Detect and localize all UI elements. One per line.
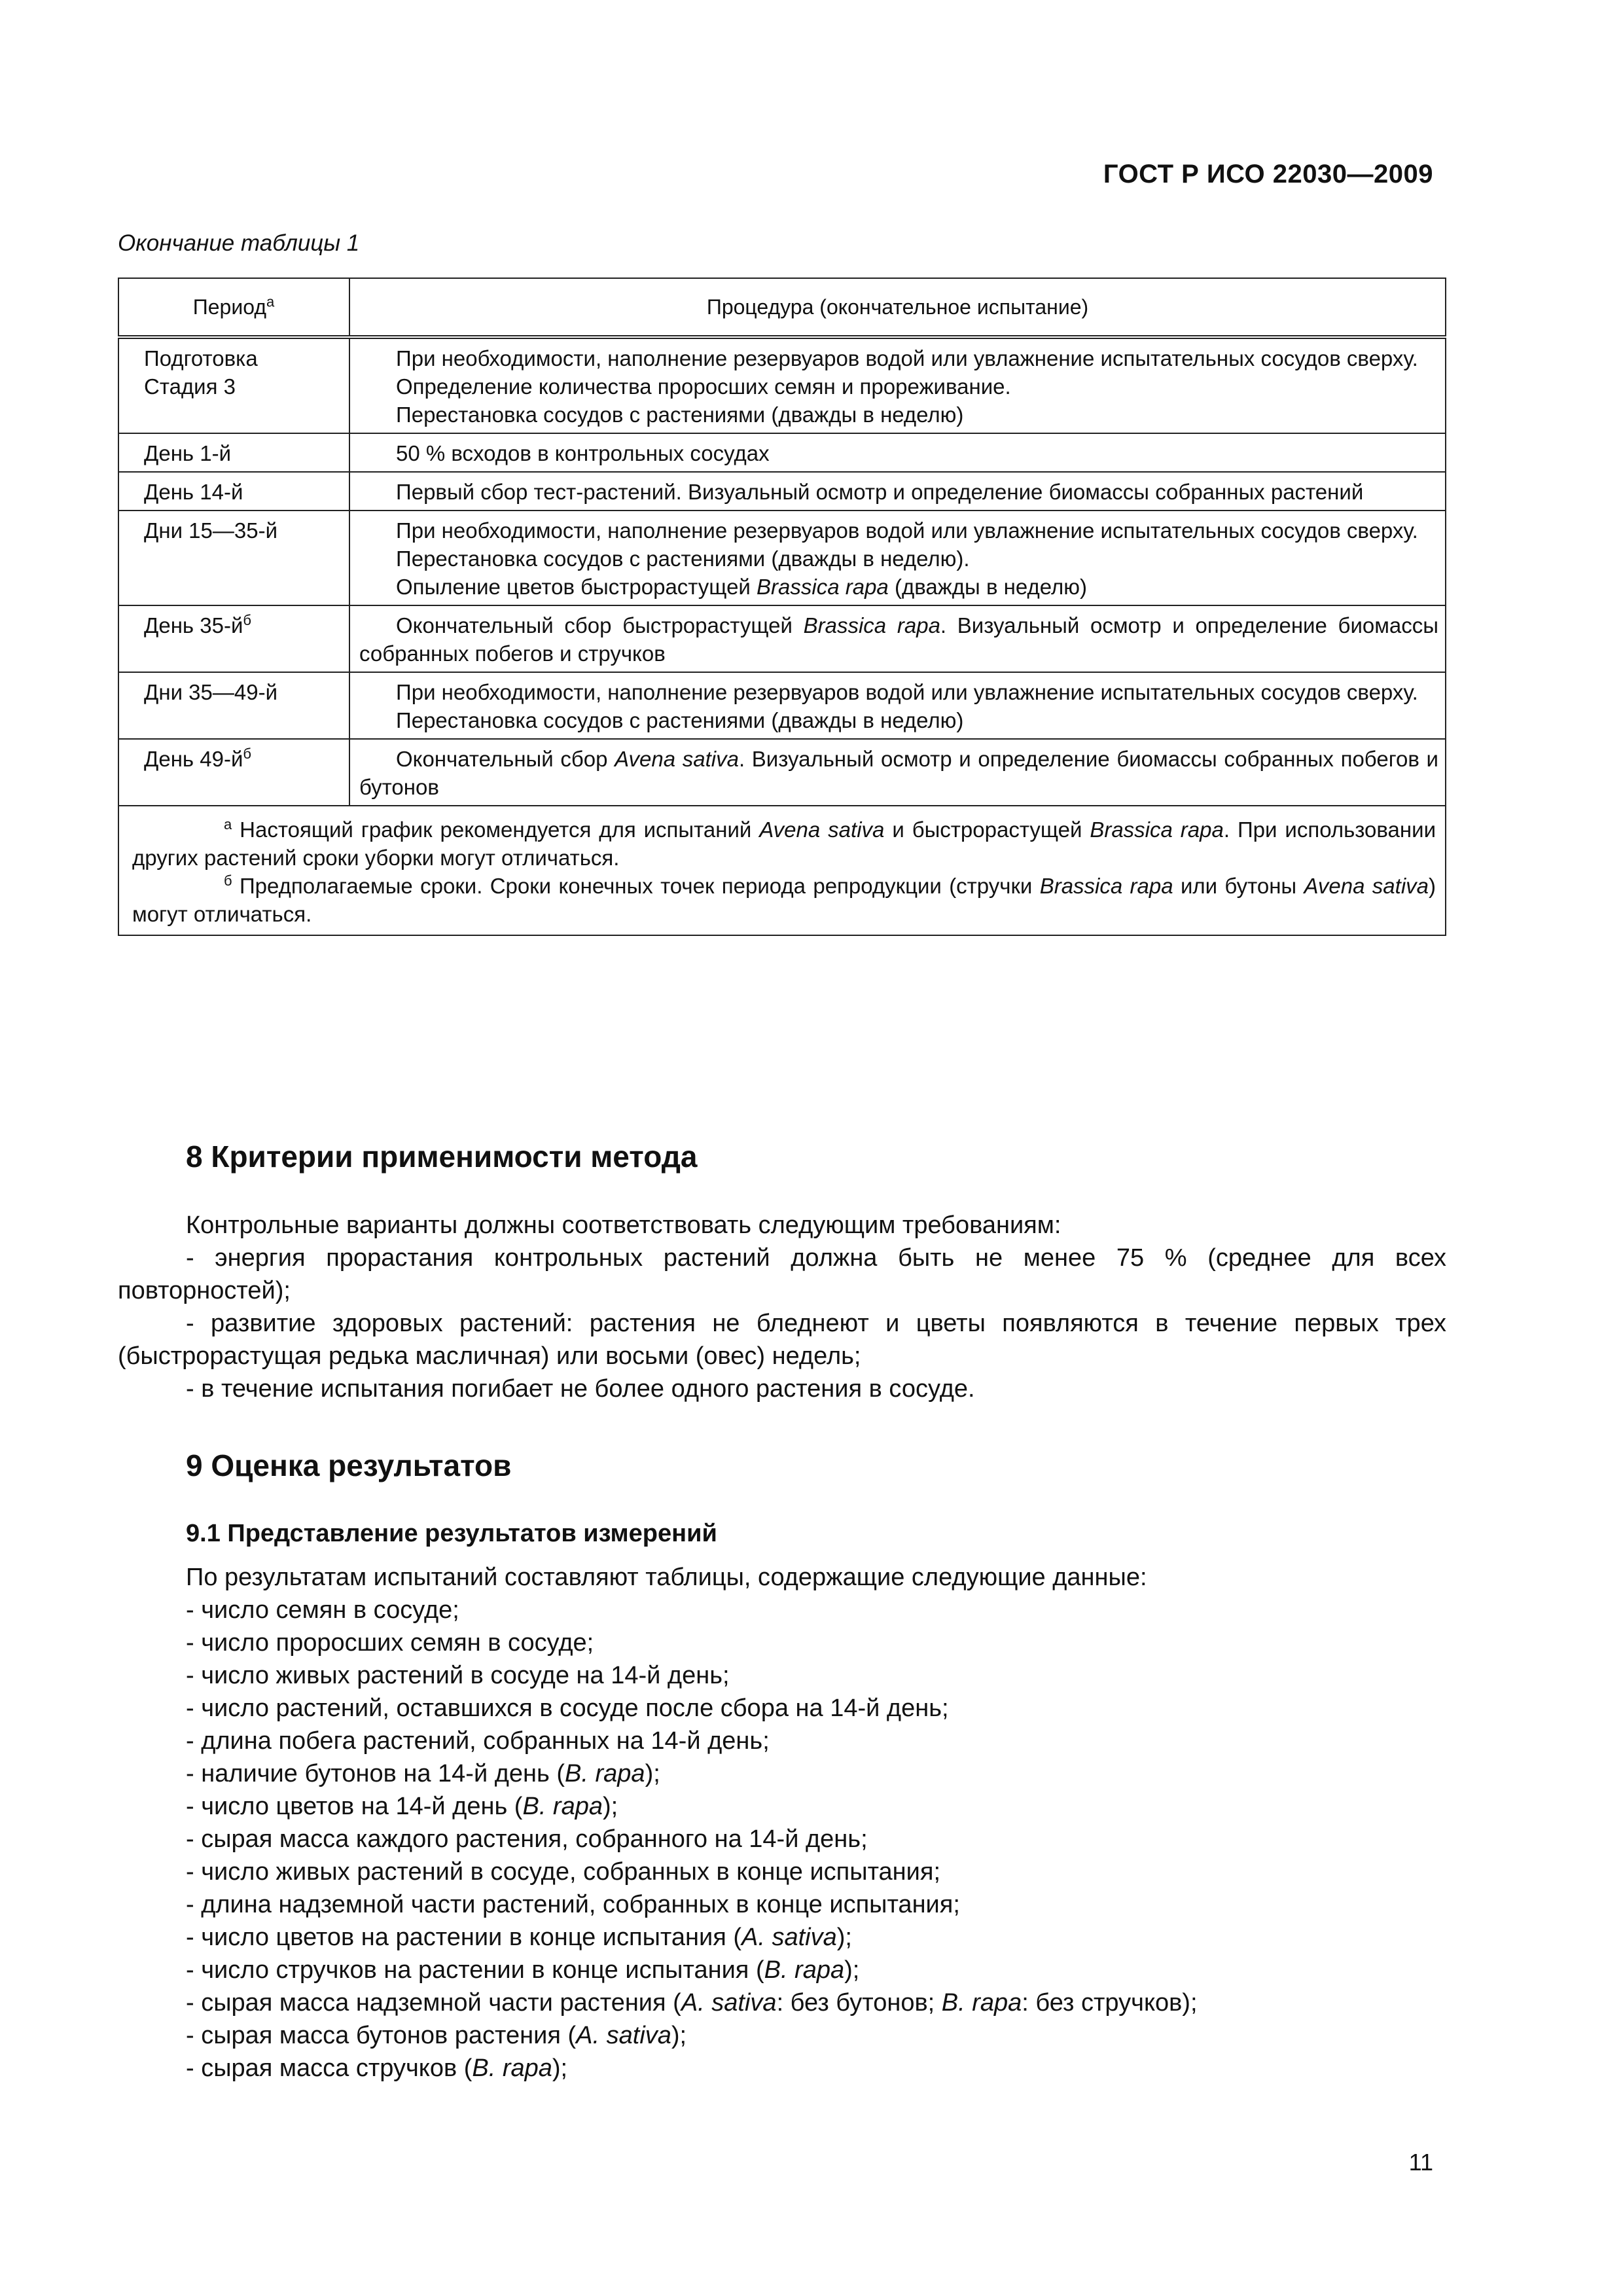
list-item <box>186 2019 1446 2052</box>
species-name: B. rapa <box>472 2054 552 2082</box>
list-item <box>186 1626 1446 1659</box>
requirement-item <box>118 1242 1446 1307</box>
procedure-paragraph <box>359 516 1438 545</box>
text-run: - число растений, оставшихся в сосуде после сбора на 14-й день; <box>186 1695 949 1722</box>
procedure-cell <box>349 472 1446 511</box>
text-run: ); <box>552 2054 568 2082</box>
text-run: - число цветов на растении в конце испытания ( <box>186 1924 742 1951</box>
text-run: Определение количества проросших семян и прореживание. <box>396 374 1011 399</box>
text-run: - сырая масса бутонов растения ( <box>186 2022 577 2049</box>
table-header-row <box>118 278 1446 337</box>
table-notes-row <box>118 806 1446 935</box>
species-name: A. sativa <box>576 2022 671 2049</box>
text-run: Контрольные варианты должны соответствовать следующим требованиям: <box>186 1211 1061 1239</box>
section-8-heading: 8 Критерии применимости метода <box>186 1139 698 1174</box>
procedure-paragraph <box>359 745 1438 801</box>
species-name: B. rapa <box>941 1989 1022 2017</box>
table-row <box>118 605 1446 672</box>
text-run: - число семян в сосуде; <box>186 1596 459 1624</box>
table-caption: Окончание таблицы 1 <box>118 230 360 256</box>
procedure-cell <box>349 337 1446 433</box>
section-8-intro <box>118 1209 1446 1242</box>
requirement-item <box>118 1307 1446 1372</box>
table-row <box>118 433 1446 472</box>
footnote-mark: б <box>224 872 232 889</box>
text-run: - наличие бутонов на 14-й день ( <box>186 1760 565 1787</box>
text-run: ); <box>603 1793 618 1820</box>
period-cell <box>118 605 349 672</box>
text-run: - сырая масса каждого растения, собранного на 14-й день; <box>186 1825 868 1853</box>
period-label: День 35-й <box>144 613 243 637</box>
text-run: - число цветов на 14-й день ( <box>186 1793 523 1820</box>
text-run: - энергия прорастания контрольных растений должна быть не менее 75 % (среднее для всех повторностей); <box>118 1244 1446 1304</box>
list-item <box>186 1790 1446 1823</box>
species-name: Brassica rapa <box>757 575 889 599</box>
footnote-mark: б <box>243 745 252 762</box>
period-cell <box>118 672 349 739</box>
text-run: : без бутонов; <box>776 1989 942 2017</box>
section-9-1-body <box>186 1561 1446 2085</box>
table-notes <box>118 806 1446 935</box>
list-item <box>186 1692 1446 1725</box>
procedure-paragraph <box>359 706 1438 734</box>
species-name: A. sativa <box>741 1924 837 1951</box>
procedure-cell <box>349 672 1446 739</box>
footnote-mark: б <box>243 612 252 628</box>
text-run: (дважды в неделю) <box>888 575 1088 599</box>
species-name: Avena sativa <box>759 817 885 842</box>
text-run: ); <box>645 1760 660 1787</box>
period-cell <box>118 433 349 472</box>
text-run: Перестановка сосудов с растениями (дважды в неделю) <box>396 403 964 427</box>
procedure-column-header: Процедура (окончательное испытание) <box>349 278 1446 337</box>
text-run: - число проросших семян в сосуде; <box>186 1629 594 1657</box>
section-9-heading: 9 Оценка результатов <box>186 1448 512 1482</box>
procedure-paragraph <box>359 545 1438 573</box>
text-run: - сырая масса стручков ( <box>186 2054 473 2082</box>
species-name: Avena sativa <box>615 747 739 771</box>
table-row <box>118 337 1446 433</box>
procedure-paragraph <box>359 611 1438 668</box>
list-item <box>186 1856 1446 1888</box>
text-run: . Визуальный осмотр и определение биомассы собранных побегов и бутонов <box>359 747 1438 799</box>
requirement-item <box>118 1372 1446 1405</box>
table-row <box>118 739 1446 806</box>
footnote-mark: а <box>224 816 232 833</box>
text-run: . Визуальный осмотр и определение биомассы собранных побегов и стручков <box>359 613 1438 666</box>
table-footnote <box>132 816 1436 872</box>
text-run: При необходимости, наполнение резервуаров водой или увлажнение испытательных сосудов сверху. <box>396 518 1418 543</box>
text-run: - число живых растений в сосуде, собранных в конце испытания; <box>186 1858 941 1886</box>
period-label: День 49-й <box>144 747 243 771</box>
footnote-mark: а <box>266 293 275 310</box>
section-8-body <box>118 1209 1446 1405</box>
table-row <box>118 672 1446 739</box>
text-run: ) могут отличаться. <box>132 874 1436 926</box>
period-column-header: Период$^а$ <box>118 278 349 337</box>
text-run: и быстрорастущей <box>884 817 1090 842</box>
procedure-paragraph <box>359 372 1438 401</box>
text-run: При необходимости, наполнение резервуаров водой или увлажнение испытательных сосудов сверху. <box>396 680 1418 704</box>
species-name: B. rapa <box>522 1793 603 1820</box>
procedure-paragraph <box>359 573 1438 601</box>
list-item <box>186 1986 1446 2019</box>
list-item <box>186 1954 1446 1986</box>
section-9-1-intro: По результатам испытаний составляют таблицы, содержащие следующие данные: <box>186 1564 1147 1591</box>
procedure-table-wrapper <box>118 278 1446 936</box>
page-number: 11 <box>1408 2149 1433 2176</box>
period-cell <box>118 337 349 433</box>
text-run: Опыление цветов быстрорастущей <box>396 575 757 599</box>
text-run: ); <box>671 2022 687 2049</box>
species-name: B. rapa <box>565 1760 645 1787</box>
period-cell <box>118 472 349 511</box>
period-cell <box>118 511 349 605</box>
section-9-1-heading: 9.1 Представление результатов измерений <box>186 1520 717 1547</box>
species-name: Brassica rapa <box>1039 874 1173 898</box>
procedure-table <box>118 278 1446 936</box>
table-row <box>118 472 1446 511</box>
procedure-cell <box>349 511 1446 605</box>
table-row <box>118 511 1446 605</box>
text-run: - длина надземной части растений, собранных в конце испытания; <box>186 1891 960 1918</box>
text-run: - сырая масса надземной части растения ( <box>186 1989 681 2017</box>
list-item <box>186 1921 1446 1954</box>
list-item <box>186 1757 1446 1790</box>
procedure-cell <box>349 433 1446 472</box>
list-item <box>186 1725 1446 1757</box>
period-label: Дни 35—49-й <box>144 680 278 704</box>
text-run: Предполагаемые сроки. Сроки конечных точек периода репродукции (стручки <box>232 874 1040 898</box>
list-item <box>186 1888 1446 1921</box>
text-run: Окончательный сбор <box>396 747 615 771</box>
text-run: Перестановка сосудов с растениями (дважды в неделю). <box>396 547 970 571</box>
text-run: . При использовании других растений сроки уборки могут отличаться. <box>132 817 1436 870</box>
list-item <box>186 1823 1446 1856</box>
procedure-paragraph <box>359 439 1438 467</box>
period-cell <box>118 739 349 806</box>
text-run: : без стручков); <box>1022 1989 1198 2017</box>
text-run: - число живых растений в сосуде на 14-й день; <box>186 1662 730 1689</box>
period-label: Подготовка Стадия 3 <box>144 346 258 399</box>
text-run: 50 % всходов в контрольных сосудах <box>396 441 770 465</box>
text-run: Первый сбор тест-растений. Визуальный осмотр и определение биомассы собранных растений <box>396 480 1364 504</box>
table-footnote <box>132 872 1436 928</box>
procedure-paragraph <box>359 478 1438 506</box>
text-run: - длина побега растений, собранных на 14-й день; <box>186 1727 770 1755</box>
procedure-cell <box>349 739 1446 806</box>
text-run: ); <box>836 1924 852 1951</box>
period-label: День 14-й <box>144 480 243 504</box>
list-item <box>186 1594 1446 1626</box>
procedure-paragraph <box>359 401 1438 429</box>
text-run: ); <box>844 1956 860 1984</box>
species-name: B. rapa <box>764 1956 845 1984</box>
species-name: A. sativa <box>681 1989 777 2017</box>
text-run: - развитие здоровых растений: растения не бледнеют и цветы появляются в течение первых трех (быстрорастущая редька масличная) или восьми (овес) недель; <box>118 1310 1446 1370</box>
text-run: Перестановка сосудов с растениями (дважды в неделю) <box>396 708 964 732</box>
list-item <box>186 2052 1446 2085</box>
table-body <box>118 337 1446 806</box>
species-name: Avena sativa <box>1304 874 1429 898</box>
period-label: День 1-й <box>144 441 232 465</box>
period-label: Дни 15—35-й <box>144 518 278 543</box>
procedure-paragraph <box>359 344 1438 372</box>
species-name: Brassica rapa <box>803 613 940 637</box>
text-run: - в течение испытания погибает не более одного растения в сосуде. <box>186 1375 975 1403</box>
text-run: или бутоны <box>1173 874 1304 898</box>
document-code: ГОСТ Р ИСО 22030—2009 <box>1103 160 1433 188</box>
text-run: Окончательный сбор быстрорастущей <box>396 613 804 637</box>
procedure-paragraph <box>359 678 1438 706</box>
species-name: Brassica rapa <box>1090 817 1224 842</box>
text-run: Настоящий график рекомендуется для испытаний <box>232 817 760 842</box>
procedure-cell <box>349 605 1446 672</box>
text-run: При необходимости, наполнение резервуаров водой или увлажнение испытательных сосудов сверху. <box>396 346 1418 370</box>
text-run: - число стручков на растении в конце испытания ( <box>186 1956 764 1984</box>
list-item <box>186 1659 1446 1692</box>
